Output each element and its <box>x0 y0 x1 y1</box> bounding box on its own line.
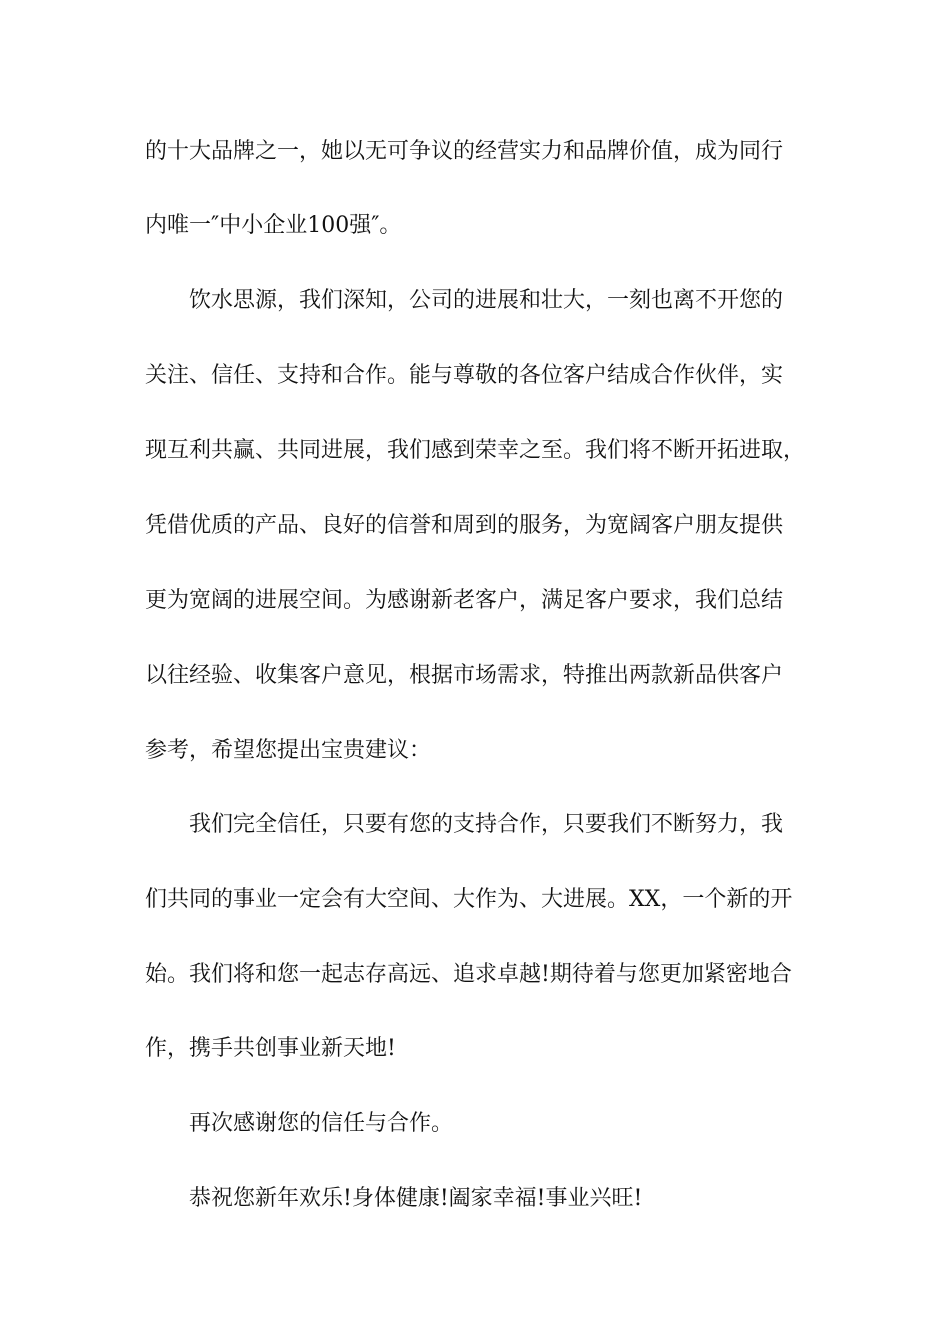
text-line: 参考，希望您提出宝贵建议： <box>145 738 432 763</box>
text-line: 更为宽阔的进展空间。为感谢新老客户，满足客户要求，我们总结 <box>145 588 784 613</box>
text-line: 以往经验、收集客户意见，根据市场需求，特推出两款新品供客户 <box>145 663 784 688</box>
paragraph-first-line: 再次感谢您的信任与合作。 <box>189 1111 454 1136</box>
text-line: 们共同的事业一定会有大空间、大作为、大进展。XX，一个新的开 <box>145 887 793 912</box>
text-line: 的十大品牌之一，她以无可争议的经营实力和品牌价值，成为同行 <box>145 139 784 164</box>
paragraph-first-line: 饮水思源，我们深知，公司的进展和壮大，一刻也离不开您的 <box>189 288 784 313</box>
text-line: 关注、信任、支持和合作。能与尊敬的各位客户结成合作伙伴，实 <box>145 363 784 388</box>
paragraph-first-line: 我们完全信任，只要有您的支持合作，只要我们不断努力，我 <box>189 812 784 837</box>
text-line: 作，携手共创事业新天地! <box>145 1036 396 1061</box>
paragraph-first-line: 恭祝您新年欢乐!身体健康!阖家幸福!事业兴旺! <box>189 1186 643 1211</box>
text-line: 始。我们将和您一起志存高远、追求卓越!期待着与您更加紧密地合 <box>145 962 792 987</box>
text-line: 凭借优质的产品、良好的信誉和周到的服务，为宽阔客户朋友提供 <box>145 513 784 538</box>
text-line: 现互利共赢、共同进展，我们感到荣幸之至。我们将不断开拓进取， <box>145 438 806 463</box>
text-line: 内唯一″中小企业100强″。 <box>145 213 402 238</box>
